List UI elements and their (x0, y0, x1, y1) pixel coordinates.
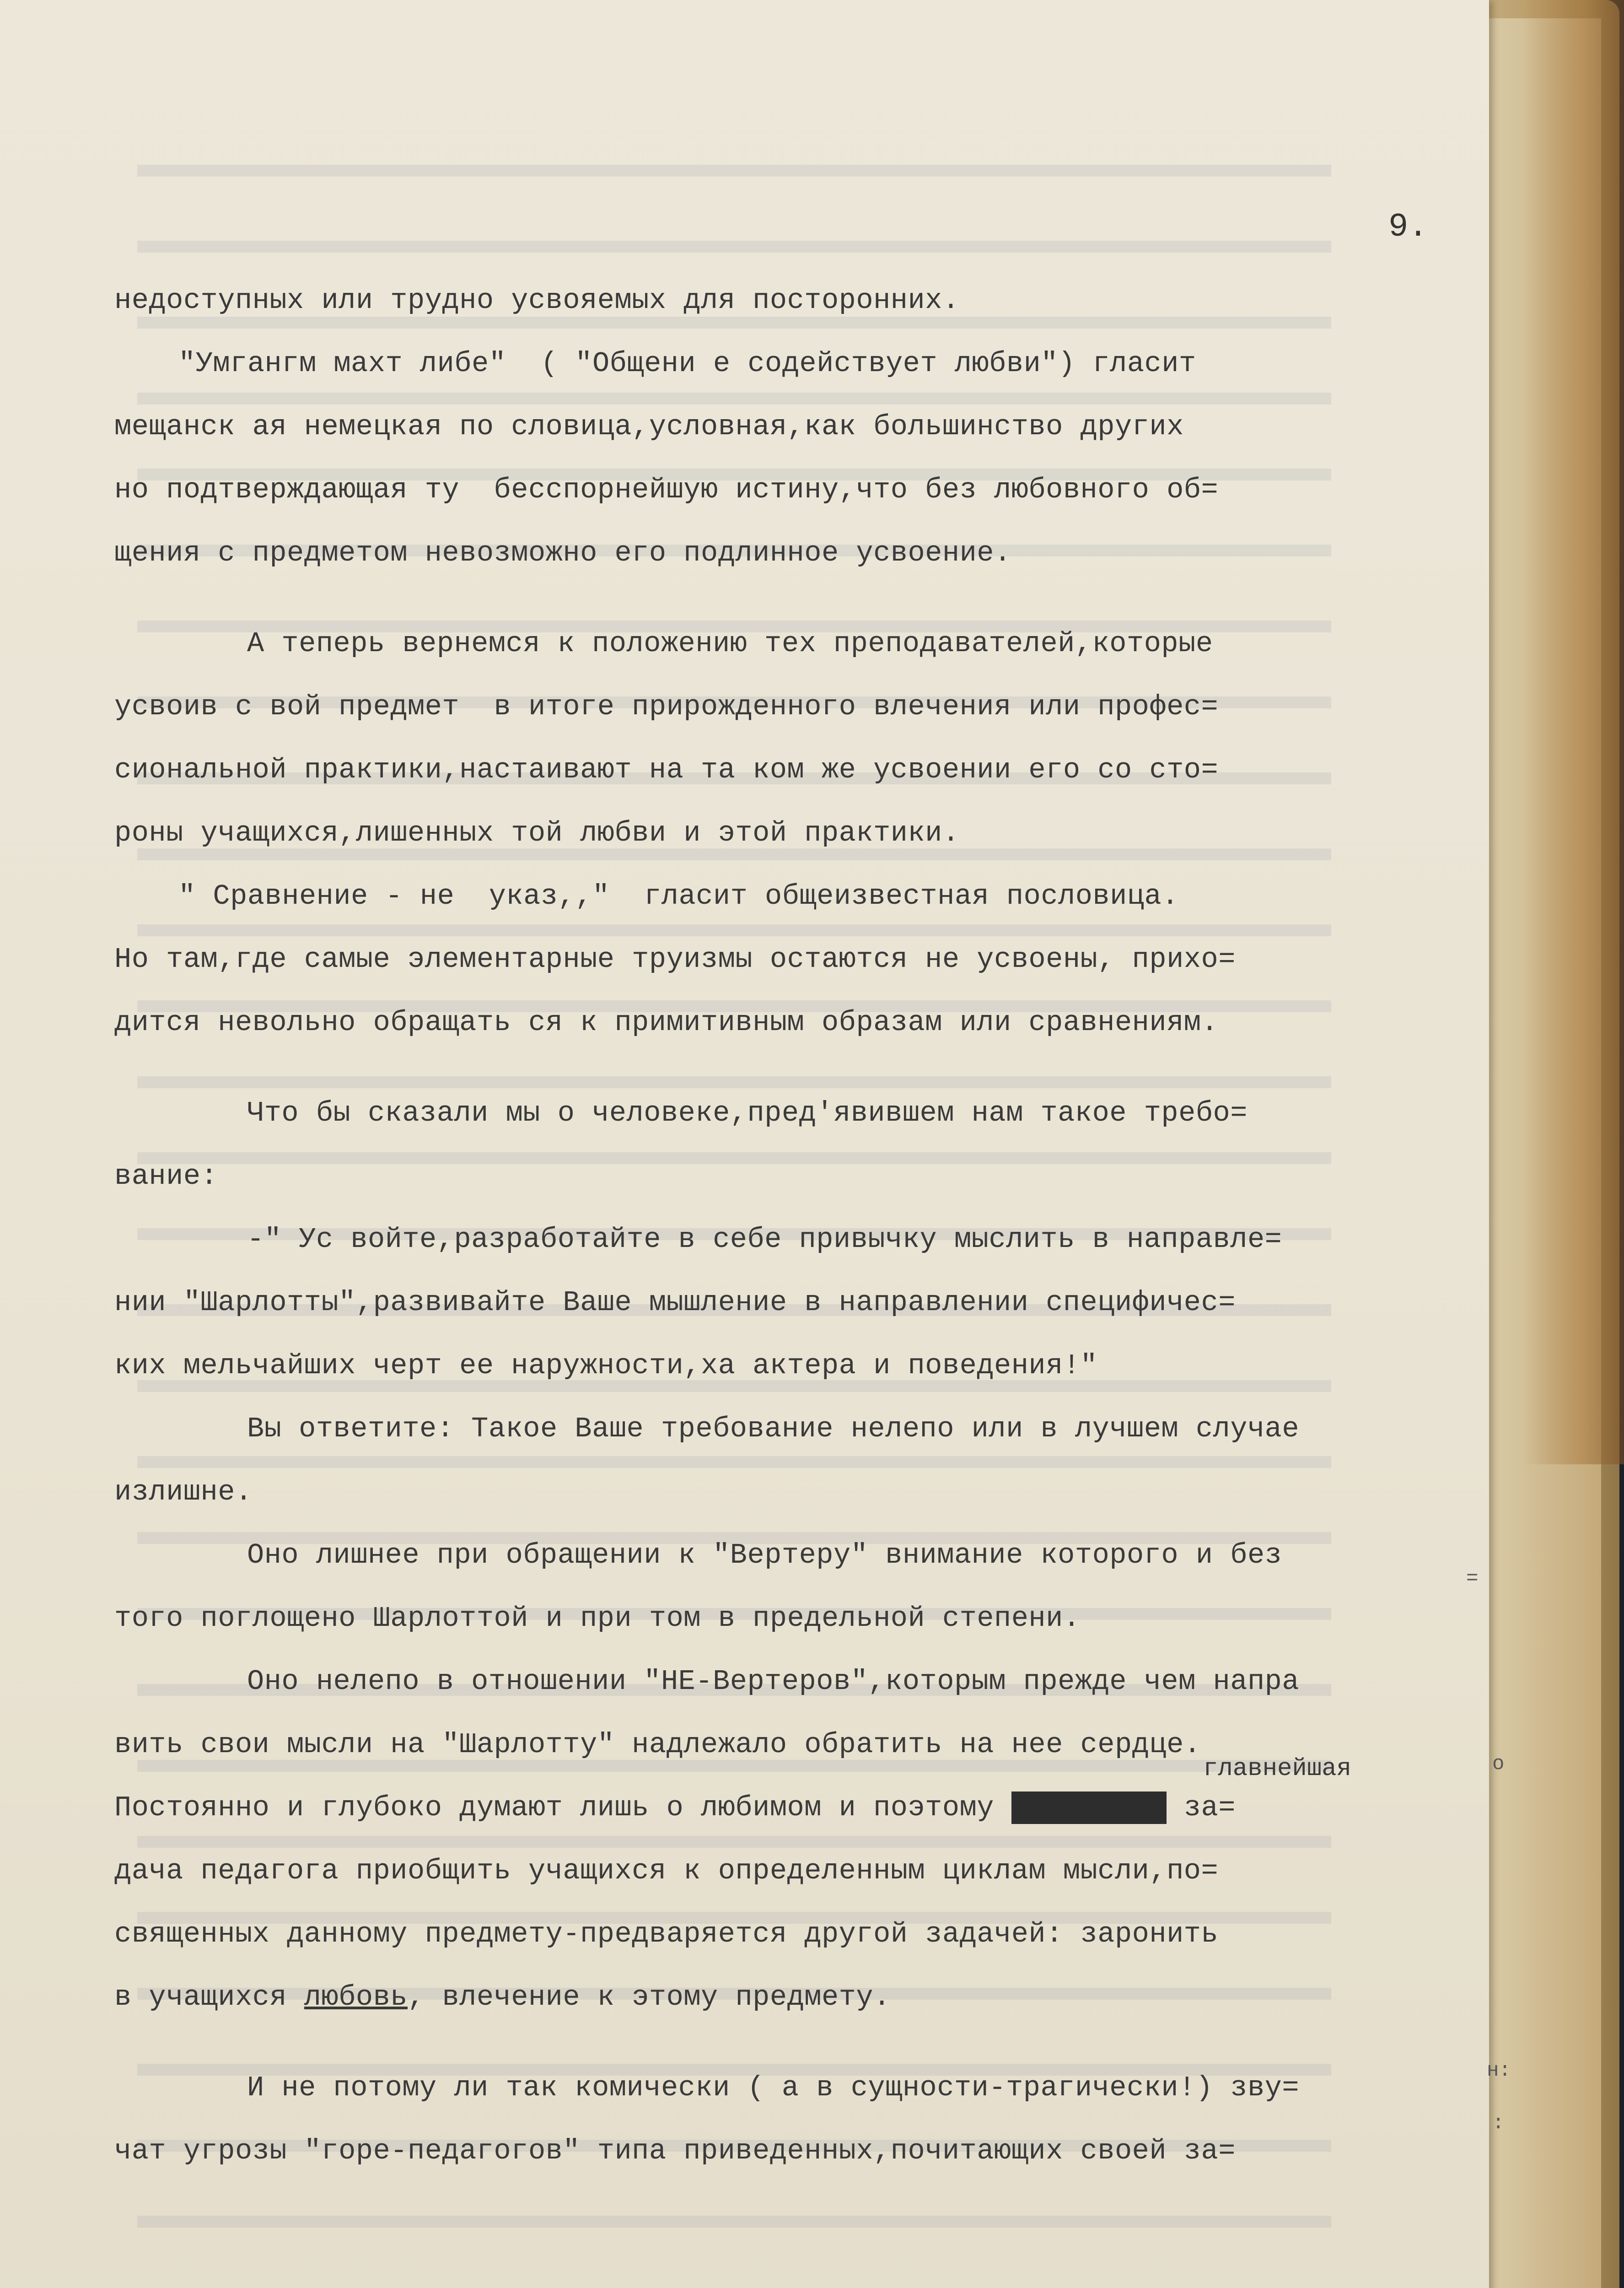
text-line: "Умгангм махт либе" ( "Общени е содействует любви") гласит (178, 347, 1196, 380)
text-line: вание: (114, 1160, 218, 1193)
page-number: 9. (1388, 208, 1428, 246)
text-line: чат угрозы "горе-педагогов" типа приведенных,почитающих своей за= (114, 2135, 1236, 2167)
margin-mark: = (1466, 1567, 1479, 1590)
text-line: мещанск ая немецкая по словица,условная,как большинство других (114, 410, 1184, 443)
text-line: излишне. (114, 1476, 253, 1508)
text-segment: Постоянно и глубоко думают лишь о любимом и поэтому (114, 1792, 995, 1824)
margin-mark: : (1492, 2112, 1505, 2135)
struck-out-word: XXXXXXXXX (1011, 1792, 1167, 1824)
text-segment: , влечение к этому предмету. (408, 1981, 891, 2013)
text-line: роны учащихся,лишенных той любви и этой практики. (114, 817, 960, 849)
text-line: -" Ус войте,разработайте в себе привычку мыслить в направле= (247, 1223, 1282, 1256)
text-line: священных данному предмету-предваряется другой задачей: заронить (114, 1918, 1219, 1950)
text-line: дача педагога приобщить учащихся к определенным циклам мысли,по= (114, 1855, 1219, 1887)
text-line: того поглощено Шарлоттой и при том в предельной степени. (114, 1602, 1081, 1635)
text-line: Но там,где самые элементарные труизмы остаются не усвоены, прихо= (114, 943, 1236, 976)
text-line: дится невольно обращать ся к примитивным образам или сравнениям. (114, 1006, 1219, 1039)
text-line: Вы ответите: Такое Ваше требование нелепо или в лучшем случае (247, 1413, 1300, 1445)
text-line: " Сравнение - не указ,," гласит общеизвестная пословица. (178, 880, 1179, 912)
body-text (114, 269, 1464, 2183)
text-segment: в учащихся (114, 1981, 287, 2013)
text-line-with-underline (114, 1966, 1464, 2029)
text-line: ких мельчайших черт ее наружности,ха актера и поведения!" (114, 1349, 1098, 1382)
text-line: щения с предметом невозможно его подлинное усвоение. (114, 537, 1011, 569)
text-segment: за= (1183, 1792, 1236, 1824)
margin-mark: н: (1487, 2059, 1511, 2082)
text-line: усвоив с вой предмет в итоге прирожденного влечения или профес= (114, 691, 1219, 723)
text-line: но подтверждающая ту бесспорнейшую истину,что без любовного об= (114, 474, 1219, 506)
paper-stain (1523, 0, 1624, 1464)
typed-insertion: главнейшая (1203, 1755, 1352, 1783)
text-line: недоступных или трудно усвояемых для посторонних. (114, 284, 960, 317)
text-line: Оно нелепо в отношении "НЕ-Вертеров",которым прежде чем напра (247, 1665, 1300, 1698)
text-line: Что бы сказали мы о человеке,пред'явившем нам такое требо= (247, 1097, 1248, 1129)
text-line: вить свои мысли на "Шарлотту" надлежало обратить на нее сердце. (114, 1728, 1201, 1761)
text-line: А теперь вернемся к положению тех преподавателей,которые (247, 627, 1213, 660)
text-line: сиональной практики,настаивают на та ком же усвоении его со сто= (114, 754, 1219, 786)
margin-mark: о (1492, 1753, 1505, 1775)
text-line: И не потому ли так комически ( а в сущности-трагически!) зву= (247, 2072, 1300, 2104)
underlined-word: любовь (304, 1981, 408, 2013)
text-line: нии "Шарлотты",развивайте Ваше мышление в направлении специфичес= (114, 1286, 1236, 1319)
text-line: Оно лишнее при обращении к "Вертеру" внимание которого и без (247, 1539, 1282, 1571)
text-line-with-strike (114, 1776, 1464, 1840)
